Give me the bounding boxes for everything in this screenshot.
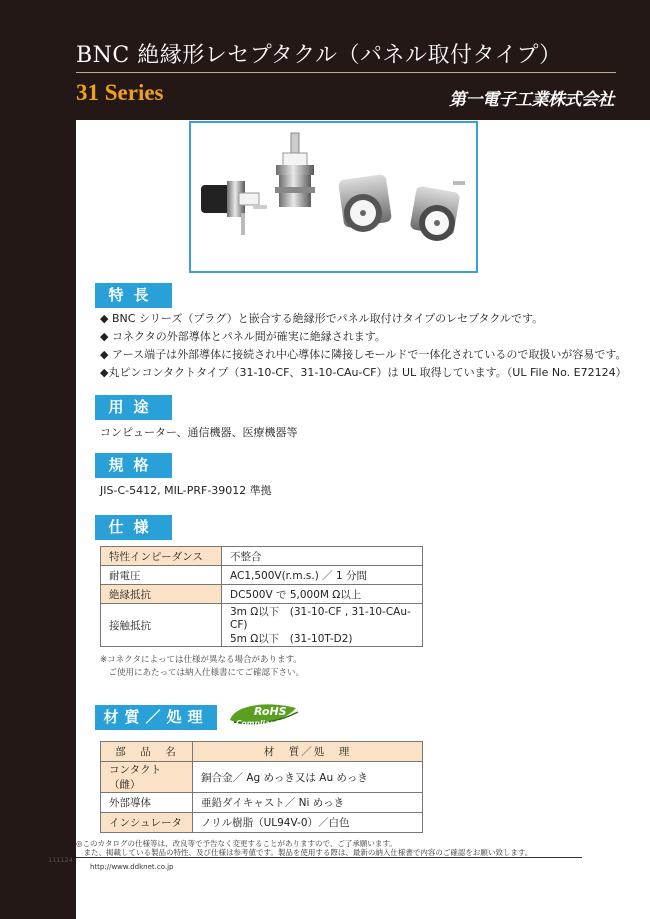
connector-illustration (191, 123, 476, 271)
page-title: BNC 絶縁形レセプタクル（パネル取付タイプ） (76, 43, 562, 68)
spec-label: 特性インピーダンス (101, 547, 222, 566)
company-url-link[interactable]: http://www.ddknet.co.jp (90, 863, 174, 871)
rohs-logo-subtext: Compliant (236, 719, 279, 728)
spec-value-multi (222, 604, 423, 647)
product-photo (189, 121, 478, 273)
spec-value: 5m Ω以下 (31-10T-D2) (230, 633, 353, 645)
material-value: 亜鉛ダイキャスト／ Ni めっき (193, 793, 423, 813)
spec-value: AC1,500V(r.m.s.) ／ 1 分間 (222, 566, 423, 585)
part-name: 外部導体 (101, 793, 193, 813)
feature-item-3: ◆ アース端子は外部導体に接続され中心導体に隣接しモールドで一体化されているので取扱いが容易です。 (100, 348, 627, 361)
part-name: コンタクト（雌） (101, 762, 193, 793)
feature-item-2: ◆ コネクタの外部導体とパネル間が確実に絶縁されます。 (100, 330, 386, 343)
standard-heading: 規格 (95, 453, 172, 478)
table-row (101, 585, 423, 604)
feature-item-4: ◆丸ピンコンタクトタイプ（31-10-CF、31-10-CAu-CF）は UL 取得しています。（UL File No. E72124） (100, 366, 627, 379)
rohs-compliant-logo (224, 702, 302, 730)
connector-front-view-icon (338, 174, 392, 232)
table-row (101, 813, 423, 833)
column-header-part: 部 品 名 (101, 742, 193, 762)
standard-text: JIS-C-5412, MIL-PRF-39012 準拠 (100, 484, 272, 497)
spec-note-2: ご使用にあたっては納入仕様書にてご確認下さい。 (100, 668, 305, 678)
materials-table (100, 741, 423, 833)
spec-note-1: ※コネクタによっては仕様が異なる場合があります。 (100, 655, 302, 665)
table-header-row (101, 742, 423, 762)
material-value: ノリル樹脂（UL94V-0）／白色 (193, 813, 423, 833)
table-row (101, 547, 423, 566)
footer-note-1: ◎このカタログの仕様等は、改良等で予告なく変更することがありますので、ご了承願います。 (76, 839, 397, 848)
spec-label: 接触抵抗 (101, 604, 222, 647)
table-row (101, 566, 423, 585)
spec-value: 不整合 (222, 547, 423, 566)
feature-item-1: ◆ BNC シリーズ（プラグ）と嵌合する絶縁形でパネル取付けタイプのレセプタクルです。 (100, 312, 544, 325)
part-name: インシュレータ (101, 813, 193, 833)
spec-value: 3m Ω以下 (31-10-CF , 31-10-CAu-CF) (230, 606, 411, 631)
usage-text: コンピューター、通信機器、医療機器等 (100, 426, 298, 439)
features-heading: 特長 (95, 283, 172, 308)
page-code: 111124 (48, 856, 73, 864)
column-header-material: 材 質／処 理 (193, 742, 423, 762)
connector-front-angled-icon (410, 181, 465, 241)
left-sidebar-band (0, 120, 76, 919)
spec-value: DC500V で 5,000M Ω以上 (222, 585, 423, 604)
title-divider (76, 72, 616, 73)
connector-side-view-icon (201, 181, 267, 235)
footer-divider (76, 857, 582, 858)
specs-heading: 仕様 (95, 515, 172, 540)
spec-label: 絶縁抵抗 (101, 585, 222, 604)
spec-label: 耐電圧 (101, 566, 222, 585)
specs-table (100, 546, 423, 647)
material-value: 銅合金／ Ag めっき又は Au めっき (193, 762, 423, 793)
connector-upright-icon (275, 133, 315, 207)
usage-heading: 用途 (95, 395, 172, 420)
table-row (101, 604, 423, 647)
footer-note-2: また、掲載している製品の特性、及び仕様は参考値です。製品を使用する際は、最新の納入仕様書で内容のご確認をお願い致します。 (76, 848, 533, 857)
table-row (101, 762, 423, 793)
company-logo-text: 第一電子工業株式会社 (449, 90, 614, 110)
series-name: 31 Series (76, 80, 164, 105)
table-row (101, 793, 423, 813)
rohs-logo-text: RoHS (254, 705, 287, 718)
materials-heading: 材質／処理 (95, 705, 217, 730)
